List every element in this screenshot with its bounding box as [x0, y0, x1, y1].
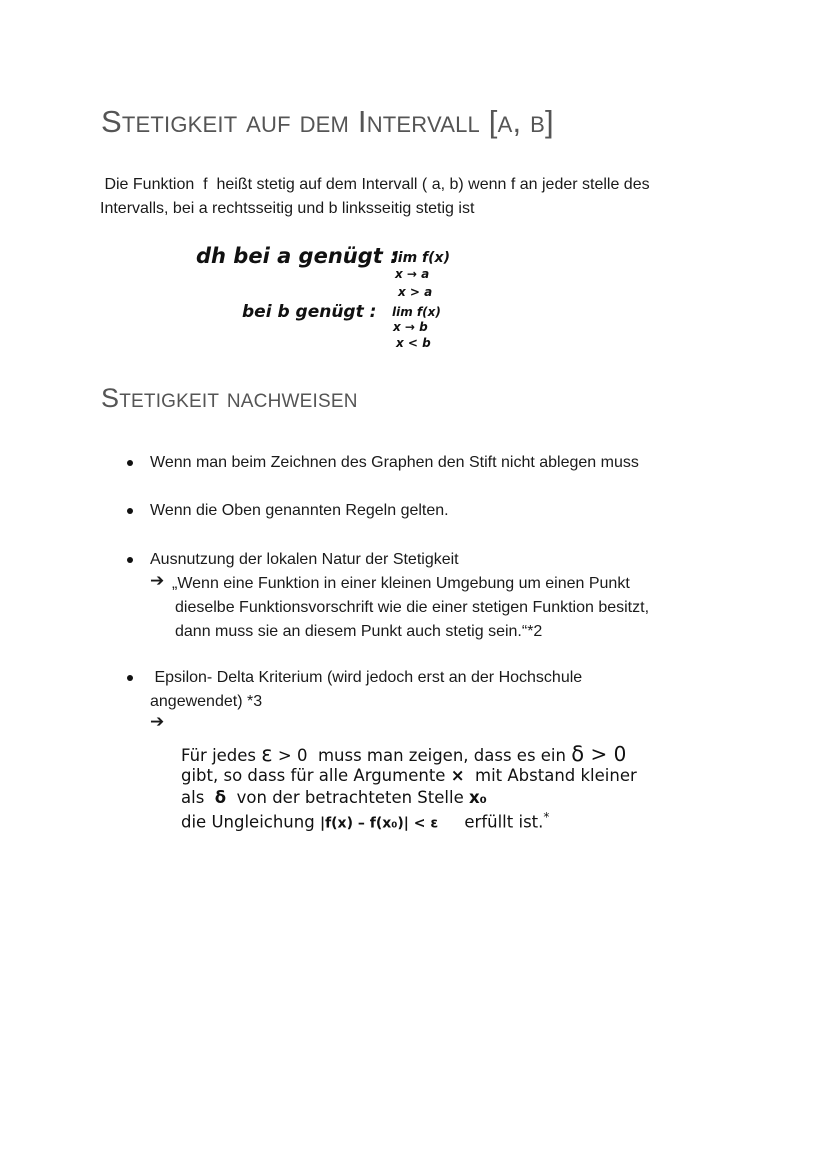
quote-line-1: „Wenn eine Funktion in einer kleinen Umgebung um einen Punkt — [172, 575, 630, 592]
footnote-star: * — [543, 810, 550, 824]
text-fragment: als — [181, 788, 215, 807]
handwritten-b-sub1: x → b — [393, 320, 428, 334]
bullet-dot — [127, 508, 133, 514]
text-fragment: mit Abstand kleiner — [464, 766, 637, 785]
handwritten-b-sub2: x < b — [396, 336, 431, 350]
delta-symbol: δ — [571, 742, 585, 766]
handwritten-a-label: dh bei a genügt : — [196, 244, 399, 268]
epsilon-delta-line-4 — [181, 810, 549, 832]
bullet-item-4-line-2: angewendet) *3 — [150, 693, 263, 710]
text-fragment: Für jedes — [181, 746, 262, 765]
epsilon-symbol: ε — [261, 742, 273, 766]
definition-paragraph — [100, 173, 740, 221]
text-fragment: die Ungleichung — [181, 812, 320, 832]
bullet-item-4-line-1: Epsilon- Delta Kriterium (wird jedoch erst an der Hochschule — [150, 669, 583, 686]
definition-line-1: Die Funktion f heißt stetig auf dem Intervall ( a, b) wenn f an jeder stelle des — [100, 176, 650, 193]
bullet-dot — [127, 460, 133, 466]
inequality-formula: |f(x) – f(x₀)| < ε — [319, 815, 439, 832]
x0-symbol: x₀ — [468, 788, 487, 807]
bullet-item-1: Wenn man beim Zeichnen des Graphen den Stift nicht ablegen muss — [150, 454, 639, 471]
quote-line-2: dieselbe Funktionsvorschrift wie die einer stetigen Funktion besitzt, — [175, 599, 650, 616]
definition-line-2: Intervalls, bei a rechtsseitig und b linksseitig stetig ist — [100, 200, 475, 217]
handwritten-b-label: bei b genügt : — [242, 302, 377, 322]
handwritten-a-sub2: x > a — [398, 285, 433, 299]
handwritten-a-sub1: x → a — [395, 267, 430, 281]
quote-line-3: dann muss sie an diesem Punkt auch stetig sein.“*2 — [175, 623, 543, 640]
x-symbol: × — [450, 766, 465, 785]
epsilon-delta-line-1 — [181, 742, 626, 766]
text-fragment: gibt, so dass für alle Argumente — [181, 766, 451, 785]
arrow-icon: ➔ — [150, 571, 165, 591]
text-fragment: > 0 muss man zeigen, dass es ein — [272, 746, 572, 765]
handwritten-b-lim: lim f(x) — [392, 305, 441, 319]
section-title-stetigkeit-nachweisen: Stetigkeit nachweisen — [101, 383, 358, 413]
epsilon-delta-line-2 — [181, 766, 637, 785]
bullet-dot — [127, 675, 133, 681]
bullet-item-3: Ausnutzung der lokalen Natur der Stetigkeit — [150, 551, 459, 568]
arrow-icon: ➔ — [150, 712, 165, 732]
quote-block — [172, 572, 732, 644]
handwritten-a-lim: lim f(x) — [393, 250, 450, 266]
bullet-dot — [127, 557, 133, 563]
bullet-item-2: Wenn die Oben genannten Regeln gelten. — [150, 502, 449, 519]
text-fragment: > 0 — [584, 742, 627, 766]
epsilon-delta-line-3 — [181, 788, 487, 807]
section-title-stetigkeit-intervall: Stetigkeit auf dem Intervall [a, b] — [101, 104, 554, 139]
delta-symbol: δ — [214, 788, 227, 807]
text-fragment: erfüllt ist. — [438, 812, 544, 832]
text-fragment: von der betrachteten Stelle — [226, 788, 469, 807]
